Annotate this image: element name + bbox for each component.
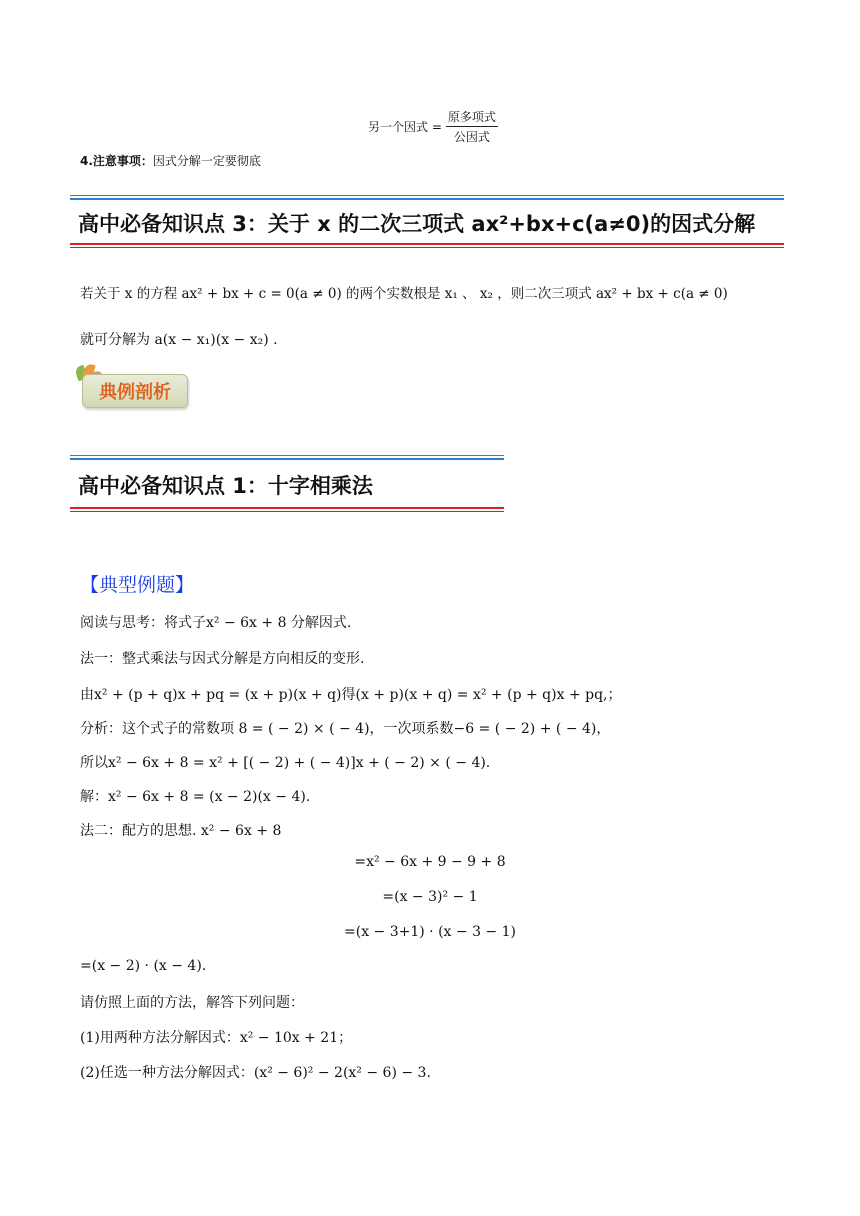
text-line-3: 由x² + (p + q)x + pq = (x + p)(x + q)得(x + p)(x + q) = x² + (p + q)x + pq,； — [80, 687, 622, 703]
heading2-bottom-rule — [70, 507, 504, 512]
note-line — [80, 152, 261, 169]
section-heading-3: 高中必备知识点 3：关于 x 的二次三项式 ax²+bx+c(a≠0)的因式分解 — [78, 212, 756, 236]
text-line-2: 法一：整式乘法与因式分解是方向相反的变形. — [80, 651, 365, 667]
fraction-lhs: 另一个因式 = — [368, 120, 442, 134]
note-text: 因式分解一定要彻底 — [152, 154, 261, 168]
heading2-top-rule — [70, 455, 504, 460]
text-line-4: 分析：这个式子的常数项 8 = ( − 2) × ( − 4)，一次项系数−6 = ( − 2) + ( − 4)， — [80, 721, 611, 737]
text-line-11: =(x − 2) · (x − 4). — [80, 958, 207, 974]
text-line-13: (1)用两种方法分解因式：x² − 10x + 21； — [80, 1030, 353, 1046]
fraction-numerator: 原多项式 — [446, 108, 498, 127]
theorem-line-2: 就可分解为 a(x − x₁)(x − x₂) . — [80, 332, 278, 348]
text-line-6: 解：x² − 6x + 8 = (x − 2)(x − 4). — [80, 789, 311, 805]
fraction-denominator: 公因式 — [453, 130, 490, 144]
note-label: 4.注意事项： — [80, 154, 153, 168]
fraction — [446, 108, 498, 145]
text-line-9: =(x − 3)² − 1 — [382, 889, 478, 905]
text-line-1: 阅读与思考：将式子x² − 6x + 8 分解因式. — [80, 615, 352, 631]
theorem-line-1: 若关于 x 的方程 ax² + bx + c = 0(a ≠ 0) 的两个实数根是 x₁ 、 x₂ ，则二次三项式 ax² + bx + c(a ≠ 0) — [80, 286, 728, 302]
text-line-5: 所以x² − 6x + 8 = x² + [( − 2) + ( − 4)]x + ( − 2) × ( − 4). — [80, 755, 491, 771]
heading1-bottom-rule — [70, 243, 784, 248]
fraction-formula — [368, 108, 498, 145]
typical-example-title: 【典型例题】 — [80, 574, 195, 596]
section-heading-1: 高中必备知识点 1：十字相乘法 — [78, 474, 373, 498]
heading1-top-rule — [70, 195, 784, 200]
example-analysis-badge: 典例剖析 — [82, 374, 188, 408]
text-line-14: (2)任选一种方法分解因式：(x² − 6)² − 2(x² − 6) − 3. — [80, 1065, 431, 1081]
text-line-12: 请仿照上面的方法，解答下列问题： — [80, 995, 304, 1011]
text-line-7: 法二：配方的思想. x² − 6x + 8 — [80, 823, 282, 839]
text-line-10: =(x − 3+1) · (x − 3 − 1) — [344, 924, 516, 940]
text-line-8: =x² − 6x + 9 − 9 + 8 — [354, 854, 506, 870]
